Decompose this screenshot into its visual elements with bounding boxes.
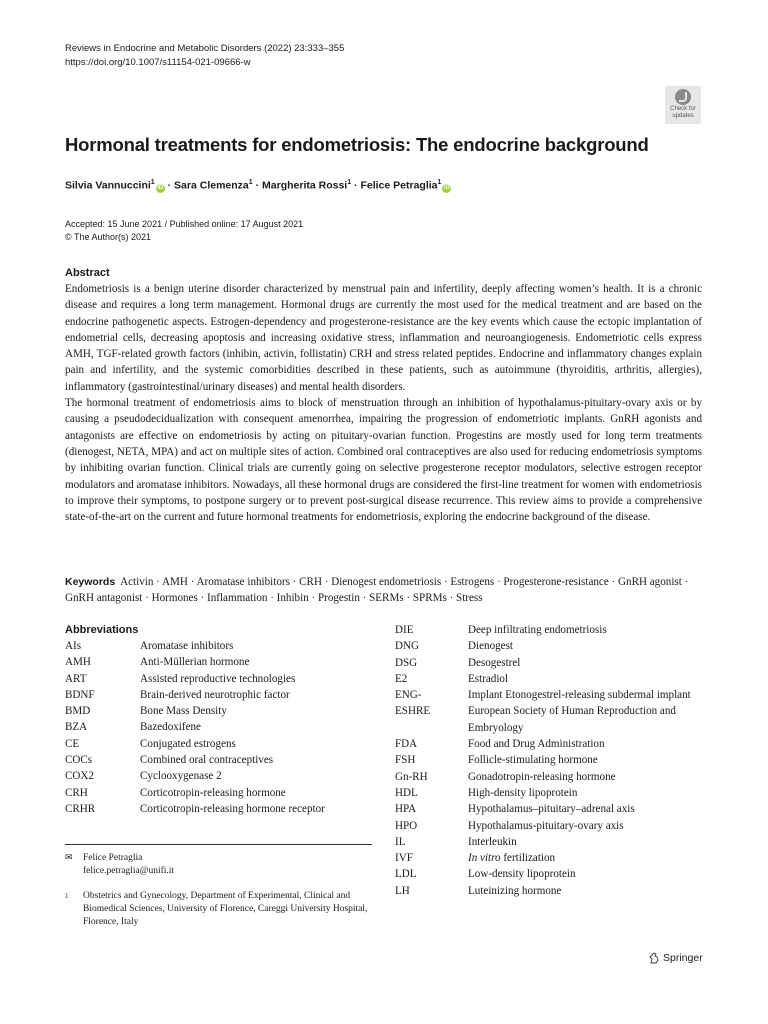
abbreviation-row	[395, 671, 705, 687]
abbreviation-term: AMH	[65, 656, 91, 669]
copyright-notice: © The Author(s) 2021	[65, 232, 152, 242]
abbreviation-term: ESHRE	[395, 705, 431, 718]
abbreviation-term: DNG	[395, 640, 420, 653]
abbreviation-row	[395, 655, 705, 671]
author-name[interactable]: Sara Clemenza	[174, 179, 249, 192]
corresponding-author	[65, 852, 174, 878]
abbreviation-term: COCs	[65, 754, 93, 767]
article-dates	[65, 218, 303, 244]
abstract-paragraph-2: The hormonal treatment of endometriosis aims to block of menstruation through an inhibition of hypothalamus-pituitary-ovary axis or by causing a pseudodecidualization with consequent amenorrhea, impairing the progression of endometriotic implants. GnRH agonists and antagonists are effective on endometriosis by acting on pituitary-ovarian function. Progestins are mostly used for long term treatments (dienogest, NETA, MPA) and act on multiple sites of action. Combined oral contraceptives are also used for reducing endometriosis symptoms by inhibiting ovarian function. Clinical trials are currently going on selective progesterone receptor modulators, selective estrogen receptor modulators and aromatase inhibitors. Nowadays, all these hormonal drugs are considered the first-line treatment for women with endometriosis to improve their symptoms, to postpone surgery or to prevent post-surgical disease recurrence. This review aims to provide a comprehensive state-of-the-art on the current and future hormonal treatments for endometriosis, exploring the endocrine background of the disease.	[65, 397, 702, 524]
abbreviation-definition: High-density lipoprotein	[468, 786, 578, 799]
keywords-section	[65, 574, 705, 607]
corresponding-name: Felice Petraglia	[83, 853, 143, 863]
abbreviation-row	[65, 638, 375, 654]
author-separator: ·	[164, 179, 175, 192]
abbreviations-right-column	[395, 622, 705, 899]
abbreviation-row	[395, 883, 705, 899]
abbreviation-definition: Implant Etonogestrel-releasing subdermal implant	[468, 689, 691, 702]
author-name[interactable]: Felice Petraglia	[360, 179, 438, 192]
abbreviation-row	[395, 818, 705, 834]
abbreviation-term: CE	[65, 737, 80, 750]
abbreviation-term: FDA	[395, 738, 418, 751]
author-list	[65, 179, 451, 193]
abbreviation-definition: Corticotropin-releasing hormone receptor	[140, 802, 325, 815]
abbreviation-definition: Aromatase inhibitors	[140, 640, 234, 652]
abbreviation-definition: Low-density lipoprotein	[468, 868, 576, 881]
abbreviation-row	[395, 850, 705, 866]
abbreviation-row	[65, 719, 375, 735]
abbreviation-row	[395, 736, 705, 752]
abbreviation-term: BZA	[65, 721, 88, 734]
abbreviation-definition: Follicle-stimulating hormone	[468, 754, 598, 767]
abbreviation-row	[65, 752, 375, 768]
orcid-icon[interactable]: iD	[443, 184, 450, 191]
abbreviation-row	[395, 622, 705, 638]
badge-line2: updates	[672, 112, 694, 119]
abbreviation-term: BMD	[65, 705, 91, 718]
abbreviation-row	[395, 834, 705, 850]
abbreviation-definition: Anti-Müllerian hormone	[140, 656, 250, 669]
author-name[interactable]: Margherita Rossi	[262, 179, 348, 192]
abbreviation-term: LH	[395, 884, 410, 897]
abbreviation-definition: In vitro fertilization	[468, 852, 556, 865]
journal-header	[65, 42, 344, 70]
abstract-paragraph-1: Endometriosis is a benign uterine disorder characterized by menstrual pain and infertility, deeply affecting women’s health. It is a chronic disease and requires a long term management. Hormonal drugs are currently the most used for the medical treatment and are based on the endocrine pathogenetic aspects. Estrogen-dependency and progesterone-resistance are the key events which cause the ectopic implantation of endometrial cells, decreasing apoptosis and increasing oxidative stress, inflammation and neuroangiogenesis. Endometriotic cells express AMH, TGF-related growth factors (inhibin, activin, follistatin) CRH and stress related peptides. Endocrine and inflammatory changes explain pain and infertility, and the systemic comorbidities described in these patients, such as autoimmune (thyroiditis, arthritis, allergies), inflammatory (gastrointestinal/urinary diseases) and mental health disorders.	[65, 283, 702, 393]
abbreviation-row	[395, 687, 705, 703]
abbreviation-definition: Conjugated estrogens	[140, 737, 236, 750]
abbreviation-term: E2	[395, 672, 408, 685]
abbreviation-term: HPO	[395, 819, 418, 832]
abbreviation-row	[65, 801, 375, 817]
abbreviation-definition: Cyclooxygenase 2	[140, 770, 222, 783]
author-affiliation-marker: 1	[248, 179, 253, 186]
author-separator: ·	[351, 179, 361, 192]
abbreviation-row	[395, 801, 705, 817]
author-affiliation-marker: 1	[150, 179, 155, 186]
abbreviation-row	[65, 687, 375, 703]
orcid-icon[interactable]: iD	[157, 184, 164, 191]
abbreviation-definition: Bazedoxifene	[140, 721, 201, 734]
abbreviation-definition: Brain-derived neurotrophic factor	[140, 688, 290, 701]
abbreviation-term: HDL	[395, 786, 418, 799]
abbreviation-term: LDL	[395, 868, 417, 881]
abbreviation-definition: Dienogest	[468, 640, 513, 653]
abbreviation-definition: Hypothalamus–pituitary–adrenal axis	[468, 803, 635, 816]
keywords-list: Activin · AMH · Aromatase inhibitors · CRH · Dienogest endometriosis · Estrogens · Progesterone-resistance · GnRH agonist · GnRH antagonist · Hormones · Inflammation · Inhibin · Progestin · SERMs · SPRMs · Stress	[65, 576, 689, 605]
springer-horse-icon	[648, 952, 660, 964]
abbreviation-definition: Deep infiltrating endometriosis	[468, 624, 607, 636]
abstract-section	[65, 266, 702, 525]
abbreviation-term: BDNF	[65, 688, 95, 701]
corresponding-email[interactable]: felice.petraglia@unifi.it	[83, 866, 175, 876]
author-affiliation-marker: 1	[347, 179, 352, 186]
abbreviation-definition: Desogestrel	[468, 656, 521, 669]
abbreviation-definition: Gonadotropin-releasing hormone	[468, 770, 616, 783]
abstract-heading: Abstract	[65, 267, 110, 279]
doi-link[interactable]: https://doi.org/10.1007/s11154-021-09666-w	[65, 57, 251, 68]
publisher-logo	[648, 952, 703, 964]
abbreviation-term: AIs	[65, 640, 82, 652]
abbreviation-definition: Assisted reproductive technologies	[140, 672, 296, 685]
abbreviation-definition: Corticotropin-releasing hormone	[140, 786, 286, 799]
abbreviation-term: COX2	[65, 770, 94, 783]
affiliation-text: Obstetrics and Gynecology, Department of Experimental, Clinical and Biomedical Sciences, University of Florence, Careggi University Hospital, Florence, Italy	[83, 891, 368, 927]
footnote-divider	[65, 844, 372, 845]
abbreviation-definition: Hypothalamus-pituitary-ovary axis	[468, 819, 624, 832]
abbreviation-definition: Luteinizing hormone	[468, 884, 562, 897]
author-affiliation-marker: 1	[437, 179, 442, 186]
abbreviation-term: CRHR	[65, 802, 96, 815]
keywords-label: Keywords	[65, 576, 116, 588]
abbreviation-term: Gn-RH	[395, 770, 428, 783]
abbreviation-row	[65, 671, 375, 687]
abbreviation-row	[65, 785, 375, 801]
abbreviation-row	[395, 769, 705, 785]
abbreviation-term: HPA	[395, 803, 417, 816]
abbreviation-row	[65, 736, 375, 752]
abbreviation-definition: European Society of Human Reproduction and Embryology	[468, 705, 676, 734]
abbreviation-definition: Combined oral contraceptives	[140, 754, 274, 767]
abbreviations-heading: Abbreviations	[65, 624, 139, 636]
abbreviation-definition: Estradiol	[468, 672, 509, 685]
check-updates-icon	[675, 89, 691, 105]
abbreviation-row	[65, 768, 375, 784]
abbreviation-row	[395, 785, 705, 801]
abbreviation-term: DIE	[395, 624, 414, 636]
abbreviation-definition: Interleukin	[468, 835, 517, 848]
abbreviation-list	[65, 638, 375, 817]
abbreviation-row	[395, 703, 705, 736]
abbreviation-term: FSH	[395, 754, 416, 767]
envelope-icon: ✉	[65, 853, 73, 863]
abbreviation-definition: Food and Drug Administration	[468, 738, 605, 751]
publisher-name: Springer	[663, 952, 703, 964]
abbreviation-definition: Bone Mass Density	[140, 705, 227, 718]
affiliation-footnote	[65, 890, 373, 929]
abbreviation-row	[395, 866, 705, 882]
abbreviation-term: ART	[65, 672, 87, 685]
abbreviation-row	[395, 752, 705, 768]
badge-line1: Check for	[670, 106, 696, 112]
accepted-published-dates: Accepted: 15 June 2021 / Published online: 17 August 2021	[65, 219, 304, 229]
journal-citation: Reviews in Endocrine and Metabolic Disorders (2022) 23:333–355	[65, 43, 345, 54]
affiliation-number: 1	[65, 892, 69, 900]
abbreviation-row	[395, 638, 705, 654]
abbreviation-term: ENG-	[395, 689, 422, 702]
abbreviation-term: IL	[395, 835, 406, 848]
abbreviation-term: CRH	[65, 786, 88, 799]
author-name[interactable]: Silvia Vannuccini	[65, 179, 151, 192]
article-title: Hormonal treatments for endometriosis: The endocrine background	[65, 134, 649, 155]
abbreviation-term: DSG	[395, 656, 418, 669]
abbreviation-row	[65, 703, 375, 719]
check-for-updates-badge[interactable]	[665, 86, 701, 124]
author-separator: ·	[252, 179, 263, 192]
abbreviations-left-column	[65, 622, 375, 817]
abbreviation-list	[395, 622, 705, 899]
abbreviation-term: IVF	[395, 852, 413, 865]
abbreviation-row	[65, 654, 375, 670]
